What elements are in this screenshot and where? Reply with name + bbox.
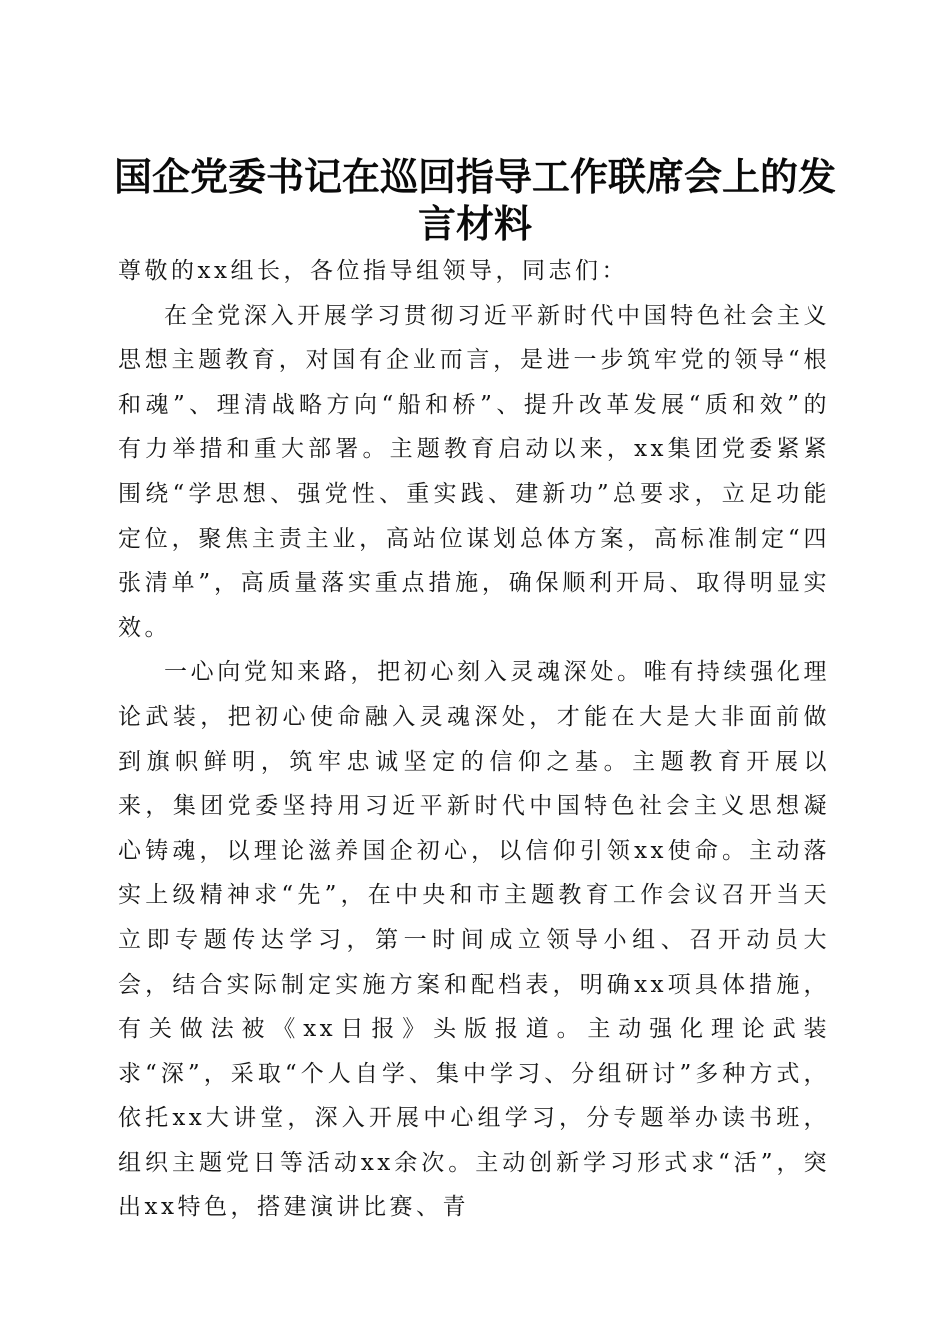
salutation: 尊敬的xx组长，各位指导组领导，同志们： xyxy=(118,258,628,284)
document-body xyxy=(118,249,830,1230)
document-title: 国企党委书记在巡回指导工作联席会上的发言材料 xyxy=(113,154,836,247)
paragraph-section-one: 一心向党知来路，把初心刻入灵魂深处。唯有持续强化理论武装，把初心使命融入灵魂深处，才能在大是大非面前做到旗帜鲜明，筑牢忠诚坚定的信仰之基。主题教育开展以来，集团党委坚持用习近平新时代中国特色社会主义思想凝心铸魂，以理论滋养国企初心，以信仰引领xx使命。主动落实上级精神求“先”，在中央和市主题教育工作会议召开当天立即专题传达学习，第一时间成立领导小组、召开动员大会，结合实际制定实施方案和配档表，明确xx项具体措施，有关做法被《xx日报》头版报道。主动强化理论武装求“深”，采取“个人自学、集中学习、分组研讨”多种方式，依托xx大讲堂，深入开展中心组学习，分专题举办读书班，组织主题党日等活动xx余次。主动创新学习形式求“活”，突出xx特色，搭建演讲比赛、青 xyxy=(118,659,830,1221)
paragraph-intro: 在全党深入开展学习贯彻习近平新时代中国特色社会主义思想主题教育，对国有企业而言，是进一步筑牢党的领导“根和魂”、理清战略方向“船和桥”、提升改革发展“质和效”的有力举措和重大部署。主题教育启动以来，xx集团党委紧紧围绕“学思想、强党性、重实践、建新功”总要求，立足功能定位，聚焦主责主业，高站位谋划总体方案，高标准制定“四张清单”，高质量落实重点措施，确保顺利开局、取得明显实效。 xyxy=(118,302,830,641)
